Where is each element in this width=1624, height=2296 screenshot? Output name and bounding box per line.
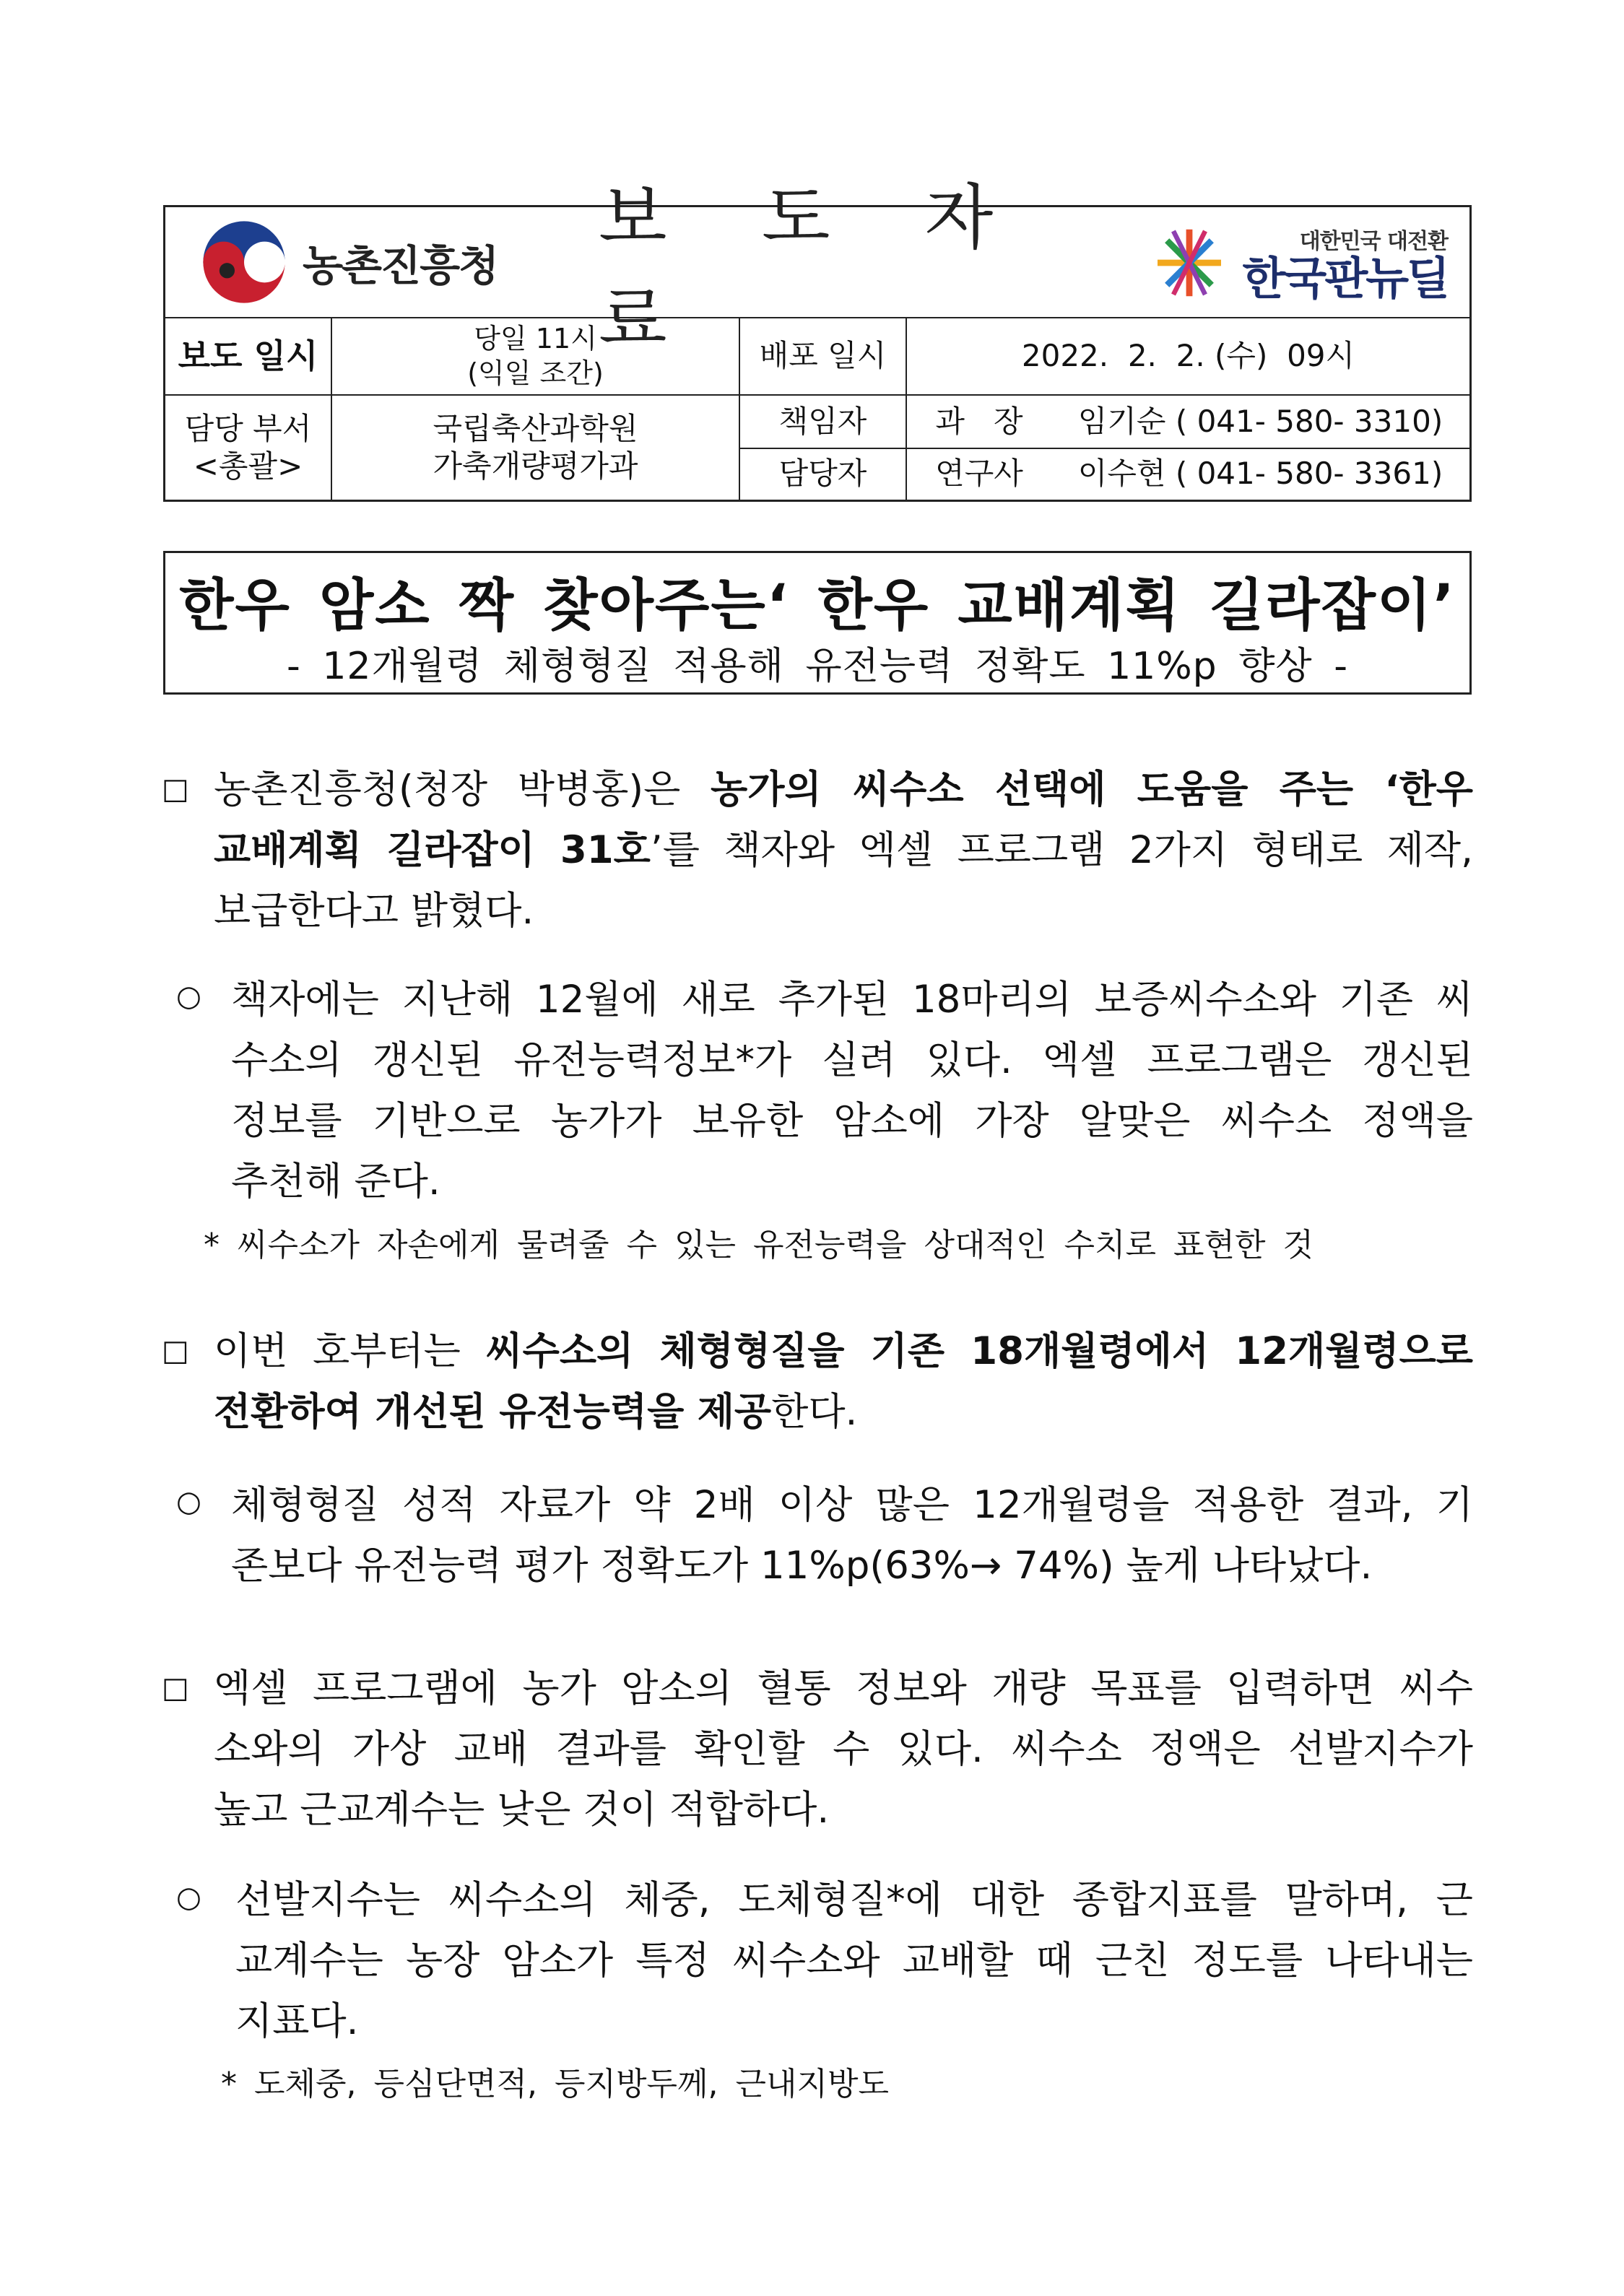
- responsible-label: 책임자: [740, 396, 907, 448]
- paragraph-6: [235, 1870, 1473, 2052]
- p4-line2: 존보다 유전능력 평가 정확도가 11%p(63%→ 74%) 높게 나타났다.: [231, 1544, 1373, 1588]
- org-name: 농촌진흥청: [303, 241, 498, 290]
- new-deal-tagline: 대한민국 대전환: [1299, 229, 1448, 255]
- square-bullet-icon: □: [162, 1671, 189, 1705]
- release-date-label: 보도 일시: [165, 318, 332, 394]
- headline-title: 한우 암소 짝 찾아주는‘ 한우 교배계획 길라잡이’: [179, 573, 1456, 638]
- dept-value-line2: 가축개량평가과: [433, 448, 638, 484]
- p3-line1-bold: 씨수소의 체형형질을 기존 18개월령에서 12개월령으로: [485, 1329, 1473, 1373]
- p1-line2-text: ’를 책자와 엑셀 프로그램 2가지 형태로 제작,: [650, 828, 1473, 872]
- taeguk-emblem-icon: [201, 219, 287, 305]
- distribute-date-value: 2022. 2. 2. (수) 09시: [1021, 338, 1355, 374]
- p2-line1: 책자에는 지난해 12월에 새로 추가된 18마리의 보증씨수소와 기존 씨: [231, 978, 1473, 1022]
- p2-line3: 정보를 기반으로 농가가 보유한 암소에 가장 알맞은 씨수소 정액을: [231, 1099, 1473, 1143]
- contact-label: 담당자: [740, 448, 907, 500]
- p1-line2-bold: 교배계획 길라잡이 31호: [214, 828, 651, 872]
- footnote-2: * 도체중, 등심단면적, 등지방두께, 근내지방도: [221, 2066, 889, 2103]
- footnote-1: * 씨수소가 자손에게 물려줄 수 있는 유전능력을 상대적인 수치로 표현한 것: [204, 1227, 1313, 1264]
- p5-line1: 엑셀 프로그램에 농가 암소의 혈통 정보와 개량 목표를 입력하면 씨수: [214, 1666, 1473, 1710]
- circle-bullet-icon: ○: [176, 980, 201, 1013]
- p3-line2: [214, 1382, 1473, 1443]
- distribute-date-label: 배포 일시: [740, 318, 907, 394]
- press-release-header: [163, 177, 1472, 502]
- circle-bullet-icon: ○: [176, 1881, 201, 1914]
- p5-line3: 높고 근교계수는 낮은 것이 적합하다.: [214, 1788, 830, 1832]
- responsible-row: [740, 396, 1469, 449]
- release-date-value: [332, 318, 740, 394]
- p6-line3: 지표다.: [235, 1999, 359, 2043]
- dept-label: [165, 396, 332, 500]
- release-date-value-line1: 당일 11시: [474, 323, 597, 355]
- p3-line1-text: 이번 호부터는: [214, 1329, 486, 1373]
- contact-row: [740, 448, 1469, 500]
- paragraph-5: [214, 1658, 1473, 1840]
- p1-line3: 보급한다고 밝혔다.: [214, 889, 534, 933]
- dept-value: [332, 396, 740, 500]
- p3-line2-text: 한다.: [771, 1390, 858, 1434]
- headline-subtitle: - 12개월령 체형형질 적용해 유전능력 정확도 11%p 향상 -: [287, 645, 1348, 688]
- contact-name: 이수현 ( 041- 580- 3361): [1077, 455, 1443, 491]
- dept-value-line1: 국립축산과학원: [433, 410, 638, 446]
- p1-line1-bold: 농가의 씨수소 선택에 도움을 주는 ‘한우: [711, 767, 1473, 812]
- p6-line2: 교계수는 농장 암소가 특정 씨수소와 교배할 때 근친 정도를 나타내는: [235, 1939, 1473, 1983]
- release-date-row: [165, 318, 1469, 396]
- paragraph-2: [231, 970, 1473, 1212]
- release-date-value-line2: (익일 조간): [467, 357, 604, 389]
- square-bullet-icon: □: [162, 773, 189, 806]
- new-deal-name: 한국판뉴딜: [1242, 252, 1448, 305]
- release-title: 보 도 자 료: [599, 177, 1030, 361]
- headline-box: [163, 551, 1472, 695]
- p2-line4: 추천해 준다.: [231, 1160, 440, 1204]
- p3-line2-bold: 전환하여 개선된 유전능력을 제공: [214, 1390, 772, 1434]
- p4-line1: 체형형질 성적 자료가 약 2배 이상 많은 12개월령을 적용한 결과, 기: [231, 1483, 1473, 1527]
- department-row: [165, 396, 1469, 500]
- rda-logo: [201, 219, 498, 305]
- p3-line1: [214, 1321, 1473, 1382]
- dept-label-line1: 담당 부서: [184, 410, 312, 446]
- square-bullet-icon: □: [162, 1334, 189, 1367]
- p5-line2: 소와의 가상 교배 결과를 확인할 수 있다. 씨수소 정액은 선발지수가: [214, 1727, 1473, 1771]
- new-deal-mark-icon: [1146, 223, 1233, 303]
- p1-line2: [214, 820, 1473, 881]
- p2-line2: 수소의 갱신된 유전능력정보*가 실려 있다. 엑셀 프로그램은 갱신된: [231, 1038, 1473, 1082]
- p6-line1: 선발지수는 씨수소의 체중, 도체형질*에 대한 종합지표를 말하며, 근: [235, 1878, 1473, 1922]
- p1-line1-text: 농촌진흥청(청장 박병홍)은: [214, 767, 711, 812]
- responsible-title: 과 장: [935, 403, 1023, 439]
- dept-label-line2: <총괄>: [193, 448, 303, 484]
- p1-line1: [214, 760, 1473, 820]
- contact-title: 연구사: [935, 455, 1023, 491]
- paragraph-3: [214, 1321, 1473, 1443]
- responsible-name: 임기순 ( 041- 580- 3310): [1077, 403, 1443, 439]
- circle-bullet-icon: ○: [176, 1485, 201, 1518]
- paragraph-1: [214, 760, 1473, 942]
- korean-new-deal-logo: [1146, 217, 1448, 308]
- paragraph-4: [231, 1475, 1473, 1596]
